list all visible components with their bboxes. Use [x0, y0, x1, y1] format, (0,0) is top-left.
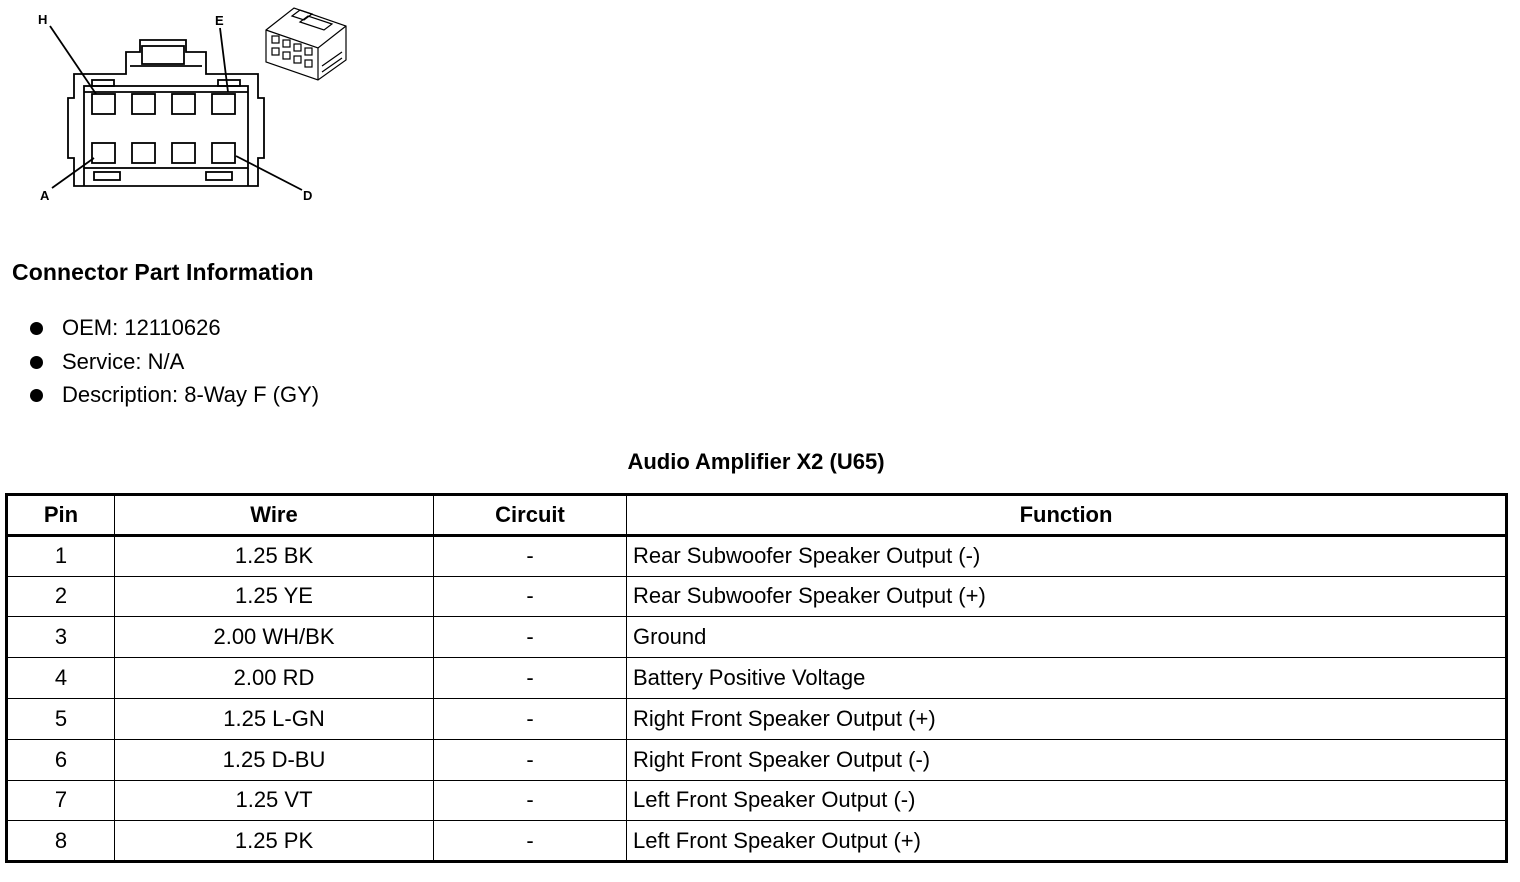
circuit-cell: - [434, 780, 627, 821]
column-header-function: Function [627, 495, 1507, 536]
circuit-cell: - [434, 739, 627, 780]
pin-label-d: D [303, 188, 313, 203]
pin-cell: 6 [7, 739, 115, 780]
table-row [7, 617, 1507, 658]
function-cell: Ground [627, 617, 1507, 658]
circuit-cell: - [434, 576, 627, 617]
table-row [7, 780, 1507, 821]
pinout-table [5, 493, 1508, 863]
function-cell: Left Front Speaker Output (-) [627, 780, 1507, 821]
function-cell: Rear Subwoofer Speaker Output (-) [627, 535, 1507, 576]
table-row [7, 576, 1507, 617]
connector-description: Description: 8-Way F (GY) [62, 382, 320, 407]
pin-cell: 2 [7, 576, 115, 617]
wire-cell: 1.25 VT [115, 780, 434, 821]
table-header-row [7, 495, 1507, 536]
circuit-cell: - [434, 698, 627, 739]
bullet-icon [30, 356, 43, 369]
wire-cell: 1.25 PK [115, 821, 434, 862]
wire-cell: 1.25 YE [115, 576, 434, 617]
function-cell: Right Front Speaker Output (-) [627, 739, 1507, 780]
connector-info-list [28, 313, 319, 414]
function-cell: Battery Positive Voltage [627, 658, 1507, 699]
oem-part-number: OEM: 12110626 [62, 315, 221, 340]
service-part-number: Service: N/A [62, 348, 185, 374]
function-cell: Left Front Speaker Output (+) [627, 821, 1507, 862]
circuit-cell: - [434, 821, 627, 862]
list-item [28, 380, 319, 414]
column-header-pin: Pin [7, 495, 115, 536]
table-row [7, 739, 1507, 780]
pin-label-e: E [215, 13, 224, 28]
table-row [7, 535, 1507, 576]
circuit-cell: - [434, 658, 627, 699]
list-item [28, 313, 319, 347]
function-cell: Rear Subwoofer Speaker Output (+) [627, 576, 1507, 617]
bullet-icon [30, 389, 43, 402]
pin-label-a: A [40, 188, 50, 203]
connector-3d-view-icon [266, 8, 346, 80]
bullet-icon [30, 322, 43, 335]
wire-cell: 2.00 WH/BK [115, 617, 434, 658]
function-cell: Right Front Speaker Output (+) [627, 698, 1507, 739]
table-row [7, 658, 1507, 699]
list-item [28, 347, 319, 381]
wire-cell: 1.25 BK [115, 535, 434, 576]
pin-cell: 5 [7, 698, 115, 739]
circuit-cell: - [434, 617, 627, 658]
connector-diagram [0, 0, 380, 215]
pin-cell: 7 [7, 780, 115, 821]
pin-cell: 3 [7, 617, 115, 658]
table-row [7, 698, 1507, 739]
connector-info-heading: Connector Part Information [12, 259, 314, 285]
wire-cell: 1.25 L-GN [115, 698, 434, 739]
column-header-circuit: Circuit [434, 495, 627, 536]
wire-cell: 1.25 D-BU [115, 739, 434, 780]
table-title: Audio Amplifier X2 (U65) [627, 449, 885, 474]
pin-cell: 1 [7, 535, 115, 576]
pin-cell: 4 [7, 658, 115, 699]
table-row [7, 821, 1507, 862]
pin-label-h: H [38, 12, 48, 27]
circuit-cell: - [434, 535, 627, 576]
connector-face-view-icon [50, 26, 302, 190]
wire-cell: 2.00 RD [115, 658, 434, 699]
pin-cell: 8 [7, 821, 115, 862]
column-header-wire: Wire [115, 495, 434, 536]
